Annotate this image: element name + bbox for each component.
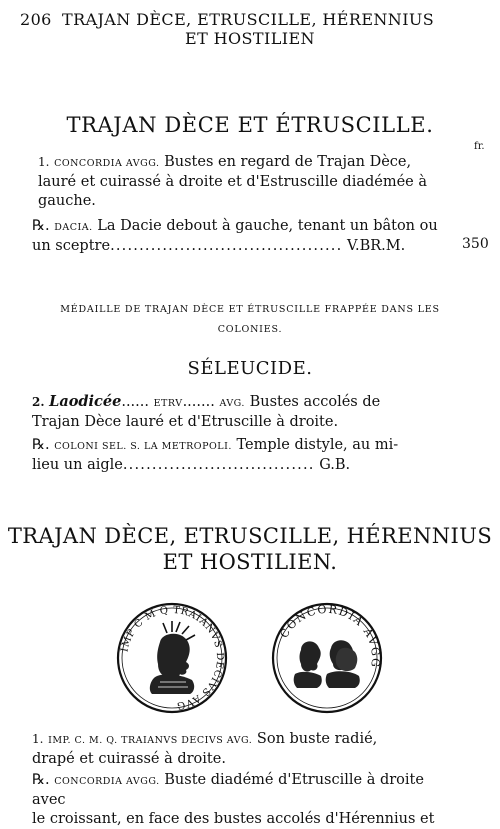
- obverse-legend: IMP. C. M. Q. TRAIANVS DECIVS AVG.: [48, 735, 253, 746]
- running-header: [0, 10, 500, 50]
- metal: G.B.: [319, 457, 351, 473]
- coin-reverse-legend: CONCORDIA AVGG: [277, 602, 383, 670]
- facing-busts-figure: [294, 640, 360, 688]
- reverse-legend: COLONI SEL. S. LA METROPOLI.: [54, 441, 232, 452]
- leader-dots: .................................: [122, 457, 315, 473]
- price: 350: [462, 236, 489, 252]
- reverse-symbol: ℞.: [32, 218, 50, 234]
- running-header-line1: TRAJAN DÈCE, ETRUSCILLE, HÉRENNIUS: [62, 10, 435, 29]
- entry-number: 1.: [38, 155, 50, 169]
- medal-heading: [0, 300, 500, 340]
- page-number: 206: [20, 10, 52, 29]
- obverse-description-b: Trajan Dèce lauré et d'Etruscille à droite.: [32, 414, 339, 430]
- medal-heading-line2: COLONIES.: [217, 324, 283, 335]
- reverse-description-a: Temple distyle, au mi-: [236, 437, 399, 453]
- legend-dots-a: ......: [121, 394, 149, 410]
- entry-1-obverse: [38, 153, 458, 211]
- currency-note: fr.: [474, 141, 485, 152]
- obverse-description-a: Bustes accolés de: [249, 394, 381, 410]
- entry-2-reverse: [32, 436, 457, 475]
- leader-dots: ........................................: [110, 238, 343, 254]
- section-title-trajan-etruscille: TRAJAN DÈCE ET ÉTRUSCILLE.: [66, 113, 434, 137]
- reverse-symbol: ℞.: [32, 772, 50, 788]
- legend-dots-b: .......: [182, 394, 215, 410]
- subsection-title-seleucide: SÉLEUCIDE.: [187, 358, 313, 379]
- running-header-line2: ET HOSTILIEN: [185, 29, 315, 48]
- section-title-line1: TRAJAN DÈCE, ETRUSCILLE, HÉRENNIUS: [7, 524, 493, 548]
- radiate-bust-figure: [150, 621, 195, 694]
- reverse-legend: CONCORDIA AVGG.: [54, 776, 160, 787]
- reverse-description-a: La Dacie debout à gauche, tenant un bâton ou: [97, 218, 438, 234]
- entry-2-obverse: [32, 392, 457, 432]
- reverse-description-b: un sceptre: [32, 238, 111, 254]
- reverse-description-b: lieu un aigle: [32, 457, 123, 473]
- rarity-metal: V.BR.M.: [347, 238, 406, 254]
- reverse-legend: DACIA.: [54, 222, 93, 233]
- entry-1-reverse: [32, 217, 457, 256]
- reverse-description-a: Buste diadémé d'Etruscille à droite avec: [32, 772, 424, 808]
- coin-obverse-illustration: [116, 602, 228, 714]
- reverse-description-b: le croissant, en face des bustes accolés d'Hérennius et: [32, 811, 435, 827]
- section2-entry-1-reverse: [32, 771, 457, 829]
- obverse-legend-c: AVG.: [219, 398, 245, 409]
- section2-entry-1-obverse: [32, 730, 457, 769]
- obverse-legend-b: ETRV: [153, 398, 183, 409]
- coin-reverse-illustration: [271, 602, 383, 714]
- obverse-description-c: gauche.: [38, 193, 96, 209]
- entry-number: 1.: [32, 732, 44, 746]
- obverse-description-a: Son buste radié,: [256, 731, 378, 747]
- entry-number: 2.: [32, 395, 45, 409]
- obverse-legend: CONCORDIA AVGG.: [54, 158, 160, 169]
- reverse-symbol: ℞.: [32, 437, 50, 453]
- obverse-description-a: Bustes en regard de Trajan Dèce,: [164, 154, 412, 170]
- obverse-description-b: drapé et cuirassé à droite.: [32, 751, 226, 767]
- section-title-trajan-etruscille-herennius-hostilien: [0, 523, 500, 575]
- coin-obverse-legend: IMP C M Q TRAIANVS DECIVS AVG: [119, 604, 226, 711]
- obverse-description-b: lauré et cuirassé à droite et d'Estruscille diadémée à: [38, 174, 428, 190]
- medal-heading-line1: MÉDAILLE DE TRAJAN DÈCE ET ÉTRUSCILLE FRAPPÉE DANS LES: [60, 304, 440, 315]
- section-title-line2: ET HOSTILIEN.: [162, 550, 338, 574]
- obverse-legend-a: Laodicée: [49, 393, 122, 410]
